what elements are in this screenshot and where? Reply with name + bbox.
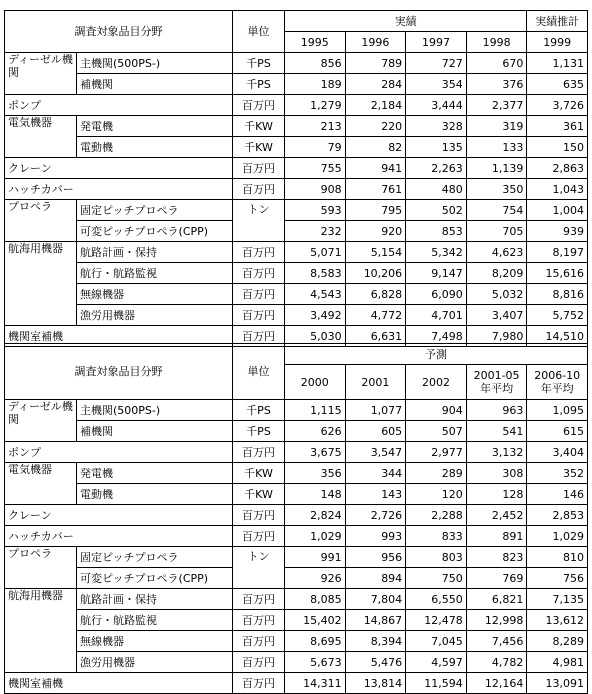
category-navigation: 航海用機器	[5, 242, 77, 326]
table-row	[5, 631, 588, 652]
value-cell: 605	[345, 421, 406, 442]
subcategory: 航行・航路監視	[77, 263, 233, 284]
year-header: 1999	[527, 32, 588, 53]
category-crane: クレーン	[5, 158, 233, 179]
year-header: 2002	[406, 365, 467, 400]
table-row	[5, 442, 588, 463]
value-cell: 615	[527, 421, 588, 442]
value-cell: 750	[406, 568, 467, 589]
unit-cell: 百万円	[233, 631, 285, 652]
unit-cell: 百万円	[233, 284, 285, 305]
category-pump: ポンプ	[5, 442, 233, 463]
value-cell: 3,547	[345, 442, 406, 463]
subcategory: 無線機器	[77, 631, 233, 652]
value-cell: 7,045	[406, 631, 467, 652]
unit-cell: 千PS	[233, 421, 285, 442]
year-header: 1996	[345, 32, 406, 53]
category-electric: 電気機器	[5, 463, 77, 505]
value-cell: 756	[527, 568, 588, 589]
value-cell: 13,612	[527, 610, 588, 631]
value-cell: 220	[345, 116, 406, 137]
subcategory: 発電機	[77, 116, 233, 137]
value-cell: 7,456	[466, 631, 527, 652]
table-row	[5, 263, 588, 284]
value-cell: 963	[466, 400, 527, 421]
value-cell: 2,977	[406, 442, 467, 463]
table-row	[5, 200, 588, 221]
unit-cell: 千PS	[233, 400, 285, 421]
value-cell: 5,032	[466, 284, 527, 305]
value-cell: 284	[345, 74, 406, 95]
value-cell: 6,090	[406, 284, 467, 305]
value-cell: 993	[345, 526, 406, 547]
value-cell: 5,030	[285, 326, 346, 347]
table-row	[5, 484, 588, 505]
value-cell: 635	[527, 74, 588, 95]
subcategory: 固定ピッチプロペラ	[77, 547, 233, 568]
category-electric: 電気機器	[5, 116, 77, 158]
value-cell: 12,164	[466, 673, 527, 694]
value-cell: 939	[527, 221, 588, 242]
value-cell: 8,394	[345, 631, 406, 652]
value-cell: 1,043	[527, 179, 588, 200]
header-unit: 単位	[233, 11, 285, 53]
header-row-1	[5, 11, 588, 32]
value-cell: 904	[406, 400, 467, 421]
value-cell: 3,444	[406, 95, 467, 116]
unit-cell: 千KW	[233, 116, 285, 137]
value-cell: 2,726	[345, 505, 406, 526]
category-hatch-cover: ハッチカバー	[5, 526, 233, 547]
value-cell: 1,115	[285, 400, 346, 421]
header-actual: 実績	[285, 11, 527, 32]
category-navigation: 航海用機器	[5, 589, 77, 673]
year-header: 1997	[406, 32, 467, 53]
value-cell: 4,701	[406, 305, 467, 326]
subcategory: 航路計画・保持	[77, 242, 233, 263]
unit-cell: トン	[233, 200, 285, 242]
category-propeller: プロペラ	[5, 200, 77, 242]
table-row	[5, 242, 588, 263]
value-cell: 354	[406, 74, 467, 95]
unit-cell: 百万円	[233, 158, 285, 179]
unit-cell: 千KW	[233, 484, 285, 505]
subcategory: 航路計画・保持	[77, 589, 233, 610]
unit-cell: 百万円	[233, 505, 285, 526]
value-cell: 8,816	[527, 284, 588, 305]
value-cell: 189	[285, 74, 346, 95]
value-cell: 120	[406, 484, 467, 505]
value-cell: 376	[466, 74, 527, 95]
category-hatch-cover: ハッチカバー	[5, 179, 233, 200]
unit-cell: 百万円	[233, 610, 285, 631]
value-cell: 8,209	[466, 263, 527, 284]
value-cell: 789	[345, 53, 406, 74]
value-cell: 8,289	[527, 631, 588, 652]
subcategory: 補機関	[77, 421, 233, 442]
value-cell: 2,452	[466, 505, 527, 526]
forecast-table	[4, 343, 588, 694]
category-diesel: ディーゼル機関	[5, 400, 77, 442]
value-cell: 754	[466, 200, 527, 221]
value-cell: 727	[406, 53, 467, 74]
table-row	[5, 305, 588, 326]
value-cell: 4,597	[406, 652, 467, 673]
value-cell: 4,772	[345, 305, 406, 326]
table-row	[5, 74, 588, 95]
value-cell: 7,804	[345, 589, 406, 610]
value-cell: 6,828	[345, 284, 406, 305]
value-cell: 4,782	[466, 652, 527, 673]
value-cell: 14,510	[527, 326, 588, 347]
value-cell: 507	[406, 421, 467, 442]
value-cell: 5,673	[285, 652, 346, 673]
value-cell: 7,980	[466, 326, 527, 347]
value-cell: 908	[285, 179, 346, 200]
value-cell: 3,404	[527, 442, 588, 463]
value-cell: 8,583	[285, 263, 346, 284]
subcategory: 無線機器	[77, 284, 233, 305]
value-cell: 803	[406, 547, 467, 568]
value-cell: 833	[406, 526, 467, 547]
value-cell: 6,550	[406, 589, 467, 610]
value-cell: 14,311	[285, 673, 346, 694]
value-cell: 2,853	[527, 505, 588, 526]
year-header: 1998	[466, 32, 527, 53]
value-cell: 853	[406, 221, 467, 242]
value-cell: 15,402	[285, 610, 346, 631]
category-crane: クレーン	[5, 505, 233, 526]
value-cell: 15,616	[527, 263, 588, 284]
unit-cell: 千KW	[233, 137, 285, 158]
subcategory: 漁労用機器	[77, 652, 233, 673]
header-category: 調査対象品目分野	[5, 11, 233, 53]
value-cell: 1,095	[527, 400, 588, 421]
header-forecast: 予測	[285, 344, 588, 365]
value-cell: 891	[466, 526, 527, 547]
table-row	[5, 610, 588, 631]
value-cell: 9,147	[406, 263, 467, 284]
unit-cell: 百万円	[233, 95, 285, 116]
value-cell: 1,279	[285, 95, 346, 116]
value-cell: 823	[466, 547, 527, 568]
value-cell: 150	[527, 137, 588, 158]
value-cell: 1,131	[527, 53, 588, 74]
year-header: 1995	[285, 32, 346, 53]
unit-cell: 百万円	[233, 242, 285, 263]
table-row	[5, 547, 588, 568]
value-cell: 2,863	[527, 158, 588, 179]
value-cell: 541	[466, 421, 527, 442]
table-row	[5, 421, 588, 442]
year-header: 2000	[285, 365, 346, 400]
table-row	[5, 158, 588, 179]
subcategory: 可変ピッチプロペラ(CPP)	[77, 568, 233, 589]
value-cell: 361	[527, 116, 588, 137]
value-cell: 941	[345, 158, 406, 179]
value-cell: 8,695	[285, 631, 346, 652]
year-header: 2001	[345, 365, 406, 400]
subcategory: 漁労用機器	[77, 305, 233, 326]
value-cell: 3,726	[527, 95, 588, 116]
value-cell: 1,029	[285, 526, 346, 547]
value-cell: 13,091	[527, 673, 588, 694]
value-cell: 5,154	[345, 242, 406, 263]
value-cell: 2,263	[406, 158, 467, 179]
value-cell: 2,184	[345, 95, 406, 116]
value-cell: 5,752	[527, 305, 588, 326]
value-cell: 810	[527, 547, 588, 568]
value-cell: 308	[466, 463, 527, 484]
category-engine-room: 機関室補機	[5, 326, 233, 347]
value-cell: 4,623	[466, 242, 527, 263]
value-cell: 5,342	[406, 242, 467, 263]
unit-cell: 百万円	[233, 589, 285, 610]
unit-cell: 百万円	[233, 326, 285, 347]
unit-cell: 百万円	[233, 652, 285, 673]
value-cell: 82	[345, 137, 406, 158]
value-cell: 319	[466, 116, 527, 137]
value-cell: 4,543	[285, 284, 346, 305]
value-cell: 3,132	[466, 442, 527, 463]
value-cell: 12,998	[466, 610, 527, 631]
value-cell: 3,407	[466, 305, 527, 326]
value-cell: 5,071	[285, 242, 346, 263]
value-cell: 232	[285, 221, 346, 242]
value-cell: 135	[406, 137, 467, 158]
subcategory: 固定ピッチプロペラ	[77, 200, 233, 221]
table-row	[5, 179, 588, 200]
value-cell: 761	[345, 179, 406, 200]
year-header: 2001-05年平均	[466, 365, 527, 400]
value-cell: 2,288	[406, 505, 467, 526]
value-cell: 133	[466, 137, 527, 158]
value-cell: 670	[466, 53, 527, 74]
subcategory: 電動機	[77, 484, 233, 505]
value-cell: 8,085	[285, 589, 346, 610]
category-propeller: プロペラ	[5, 547, 77, 589]
subcategory: 発電機	[77, 463, 233, 484]
value-cell: 3,492	[285, 305, 346, 326]
table-row	[5, 137, 588, 158]
value-cell: 146	[527, 484, 588, 505]
value-cell: 12,478	[406, 610, 467, 631]
value-cell: 894	[345, 568, 406, 589]
value-cell: 143	[345, 484, 406, 505]
value-cell: 1,004	[527, 200, 588, 221]
value-cell: 128	[466, 484, 527, 505]
subcategory: 航行・航路監視	[77, 610, 233, 631]
unit-cell: 百万円	[233, 526, 285, 547]
value-cell: 1,077	[345, 400, 406, 421]
value-cell: 289	[406, 463, 467, 484]
unit-cell: トン	[233, 547, 285, 589]
value-cell: 626	[285, 421, 346, 442]
unit-cell: 百万円	[233, 673, 285, 694]
value-cell: 7,135	[527, 589, 588, 610]
value-cell: 1,029	[527, 526, 588, 547]
value-cell: 795	[345, 200, 406, 221]
value-cell: 6,821	[466, 589, 527, 610]
table-row	[5, 526, 588, 547]
value-cell: 344	[345, 463, 406, 484]
subcategory: 補機関	[77, 74, 233, 95]
unit-cell: 千PS	[233, 53, 285, 74]
value-cell: 10,206	[345, 263, 406, 284]
value-cell: 3,675	[285, 442, 346, 463]
subcategory: 主機関(500PS-)	[77, 53, 233, 74]
value-cell: 926	[285, 568, 346, 589]
value-cell: 7,498	[406, 326, 467, 347]
table-row	[5, 589, 588, 610]
value-cell: 502	[406, 200, 467, 221]
value-cell: 705	[466, 221, 527, 242]
unit-cell: 百万円	[233, 263, 285, 284]
value-cell: 14,867	[345, 610, 406, 631]
value-cell: 991	[285, 547, 346, 568]
value-cell: 755	[285, 158, 346, 179]
table-row	[5, 284, 588, 305]
results-table	[4, 10, 588, 347]
table-row	[5, 116, 588, 137]
value-cell: 8,197	[527, 242, 588, 263]
value-cell: 11,594	[406, 673, 467, 694]
value-cell: 956	[345, 547, 406, 568]
category-diesel: ディーゼル機関	[5, 53, 77, 95]
table-row	[5, 221, 588, 242]
value-cell: 2,377	[466, 95, 527, 116]
year-header: 2006-10年平均	[527, 365, 588, 400]
table-row	[5, 463, 588, 484]
value-cell: 920	[345, 221, 406, 242]
unit-cell: 百万円	[233, 179, 285, 200]
unit-cell: 百万円	[233, 305, 285, 326]
table-row	[5, 400, 588, 421]
subcategory: 可変ピッチプロペラ(CPP)	[77, 221, 233, 242]
value-cell: 213	[285, 116, 346, 137]
unit-cell: 千PS	[233, 74, 285, 95]
value-cell: 79	[285, 137, 346, 158]
table-row	[5, 95, 588, 116]
header-category: 調査対象品目分野	[5, 344, 233, 400]
table-row	[5, 505, 588, 526]
value-cell: 1,139	[466, 158, 527, 179]
header-row-1	[5, 344, 588, 365]
category-engine-room: 機関室補機	[5, 673, 233, 694]
unit-cell: 千KW	[233, 463, 285, 484]
value-cell: 148	[285, 484, 346, 505]
value-cell: 350	[466, 179, 527, 200]
value-cell: 769	[466, 568, 527, 589]
value-cell: 5,476	[345, 652, 406, 673]
table-row	[5, 673, 588, 694]
table-row	[5, 568, 588, 589]
category-pump: ポンプ	[5, 95, 233, 116]
table-row	[5, 53, 588, 74]
value-cell: 352	[527, 463, 588, 484]
header-estimate: 実績推計	[527, 11, 588, 32]
unit-cell: 百万円	[233, 442, 285, 463]
header-unit: 単位	[233, 344, 285, 400]
value-cell: 480	[406, 179, 467, 200]
value-cell: 328	[406, 116, 467, 137]
subcategory: 主機関(500PS-)	[77, 400, 233, 421]
value-cell: 593	[285, 200, 346, 221]
value-cell: 13,814	[345, 673, 406, 694]
value-cell: 4,981	[527, 652, 588, 673]
value-cell: 6,631	[345, 326, 406, 347]
value-cell: 2,824	[285, 505, 346, 526]
subcategory: 電動機	[77, 137, 233, 158]
value-cell: 856	[285, 53, 346, 74]
value-cell: 356	[285, 463, 346, 484]
table-row	[5, 652, 588, 673]
